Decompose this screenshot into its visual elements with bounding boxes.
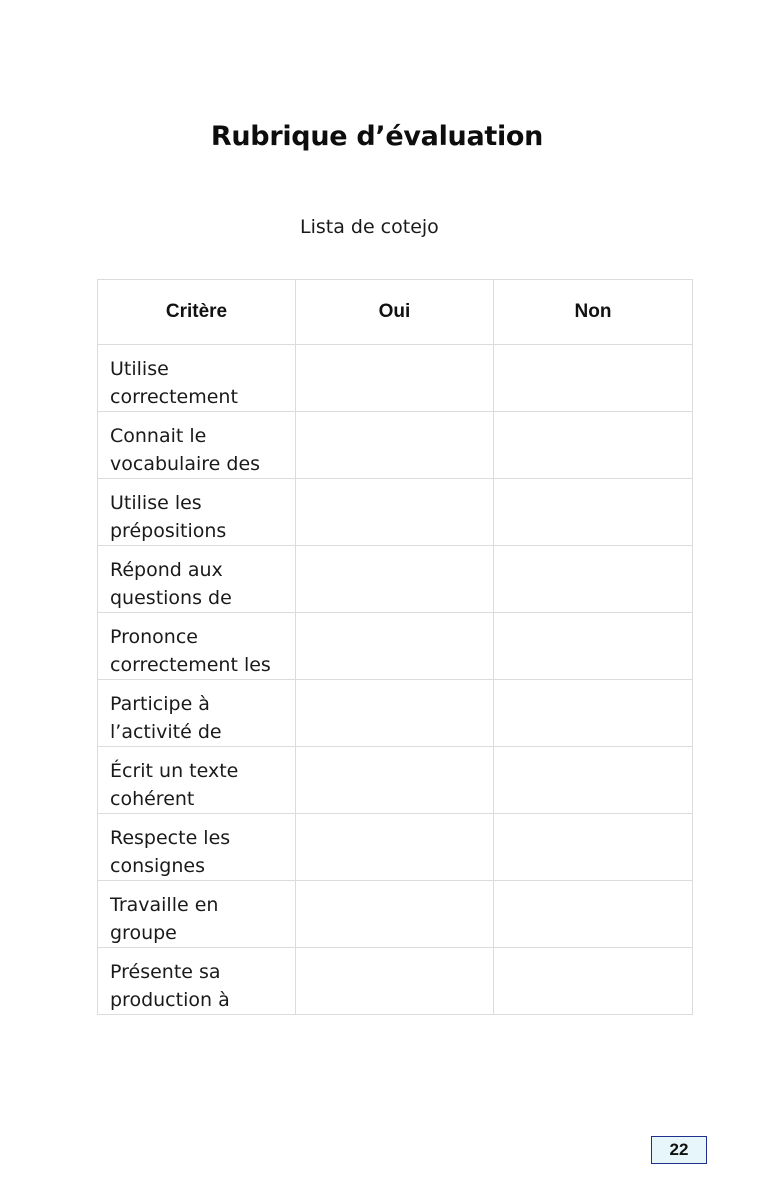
yes-cell[interactable] [296, 680, 494, 747]
no-cell[interactable] [494, 814, 693, 881]
criterion-cell [98, 412, 296, 479]
table-row [98, 814, 693, 881]
no-cell[interactable] [494, 412, 693, 479]
no-cell[interactable] [494, 747, 693, 814]
header-yes: Oui [296, 280, 494, 345]
page-number: 22 [651, 1136, 707, 1164]
yes-cell[interactable] [296, 479, 494, 546]
criterion-text: Connait le vocabulaire des [110, 425, 261, 475]
criterion-text: Présente sa production à [110, 961, 230, 1011]
table-row [98, 613, 693, 680]
criterion-cell [98, 881, 296, 948]
yes-cell[interactable] [296, 948, 494, 1015]
rubric-table-body [98, 345, 693, 1015]
no-cell[interactable] [494, 345, 693, 412]
yes-cell[interactable] [296, 881, 494, 948]
yes-cell[interactable] [296, 747, 494, 814]
no-cell[interactable] [494, 881, 693, 948]
criterion-cell [98, 747, 296, 814]
criterion-cell [98, 814, 296, 881]
criterion-cell [98, 479, 296, 546]
yes-cell[interactable] [296, 546, 494, 613]
table-row [98, 412, 693, 479]
criterion-text: Respecte les consignes [110, 827, 231, 877]
no-cell[interactable] [494, 948, 693, 1015]
criterion-text: Répond aux questions de [110, 559, 232, 609]
criterion-text: Travaille en groupe [110, 894, 219, 944]
criterion-cell [98, 680, 296, 747]
table-row [98, 948, 693, 1015]
table-row [98, 345, 693, 412]
criterion-text: Utilise correctement [110, 358, 238, 408]
criterion-cell [98, 345, 296, 412]
yes-cell[interactable] [296, 412, 494, 479]
no-cell[interactable] [494, 613, 693, 680]
criterion-cell [98, 613, 296, 680]
table-row [98, 881, 693, 948]
page-subtitle: Lista de cotejo [300, 216, 439, 238]
table-row [98, 479, 693, 546]
yes-cell[interactable] [296, 613, 494, 680]
table-row [98, 747, 693, 814]
criterion-text: Écrit un texte cohérent [110, 760, 239, 810]
header-no: Non [494, 280, 693, 345]
criterion-cell [98, 948, 296, 1015]
criterion-text: Prononce correctement les [110, 626, 271, 676]
yes-cell[interactable] [296, 345, 494, 412]
table-row [98, 680, 693, 747]
rubric-table [97, 279, 693, 1015]
no-cell[interactable] [494, 680, 693, 747]
table-row [98, 546, 693, 613]
yes-cell[interactable] [296, 814, 494, 881]
no-cell[interactable] [494, 479, 693, 546]
criterion-text: Utilise les prépositions [110, 492, 227, 542]
no-cell[interactable] [494, 546, 693, 613]
header-criterion: Critère [98, 280, 296, 345]
criterion-cell [98, 546, 296, 613]
table-header-row [98, 280, 693, 345]
page-title: Rubrique d’évaluation [210, 121, 544, 152]
criterion-text: Participe à l’activité de [110, 693, 222, 743]
